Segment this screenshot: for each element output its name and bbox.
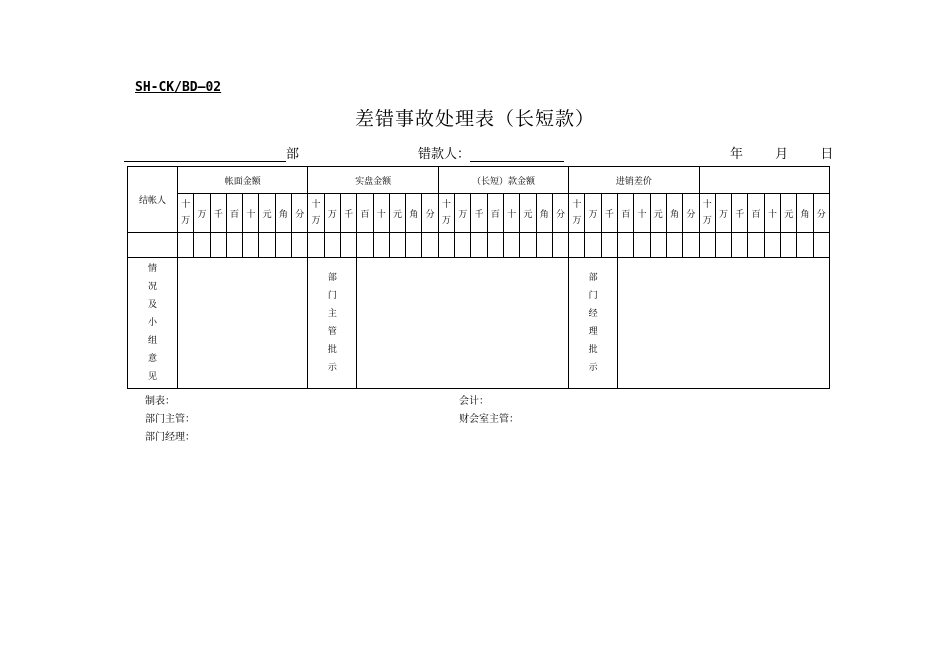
amount-digit-cell[interactable]: [732, 233, 748, 258]
amount-digit-cell[interactable]: [406, 233, 422, 258]
unit-header-cell: 角: [275, 194, 291, 233]
amount-digit-cell[interactable]: [520, 233, 536, 258]
form-table: [127, 166, 830, 389]
actual-amount-header: 实盘金额: [308, 167, 438, 194]
unit-header-cell: 万: [585, 194, 601, 233]
unit-header-cell: 千: [471, 194, 487, 233]
unit-header-cell: 元: [781, 194, 797, 233]
amount-digit-cell[interactable]: [666, 233, 682, 258]
amount-digit-cell[interactable]: [585, 233, 601, 258]
unit-header-cell: 十 万: [699, 194, 715, 233]
unit-header-cell: 元: [650, 194, 666, 233]
amount-digit-cell[interactable]: [357, 233, 373, 258]
dept-manager-label-cell: [569, 258, 618, 389]
unit-header-cell: 百: [748, 194, 764, 233]
amount-digit-cell[interactable]: [292, 233, 308, 258]
amount-digit-cell[interactable]: [601, 233, 617, 258]
blank-group-header: [699, 167, 829, 194]
amount-digit-cell[interactable]: [340, 233, 356, 258]
amount-digit-cell[interactable]: [634, 233, 650, 258]
unit-header-cell: 分: [813, 194, 829, 233]
footer-dept-head: 部门主管：: [145, 414, 195, 425]
unit-header-cell: 分: [292, 194, 308, 233]
unit-header-cell: 分: [552, 194, 568, 233]
opinion-label-cell: [128, 258, 178, 389]
footer-finance-head: 财会室主管：: [459, 414, 519, 425]
dept-head-label: 部 门 主 管 批 示: [327, 273, 337, 373]
unit-header-cell: 十: [764, 194, 780, 233]
unit-header-cell: 元: [389, 194, 405, 233]
document-code: SH-CK/BD—02: [135, 80, 222, 95]
date-field: [730, 143, 833, 162]
amount-digit-cell[interactable]: [438, 233, 454, 258]
amount-digit-cell[interactable]: [471, 233, 487, 258]
unit-header-cell: 元: [259, 194, 275, 233]
unit-header-cell: 十: [503, 194, 519, 233]
unit-header-cell: 角: [666, 194, 682, 233]
amount-digit-cell[interactable]: [389, 233, 405, 258]
amount-digit-cell[interactable]: [764, 233, 780, 258]
department-field: [124, 143, 299, 162]
book-amount-header: 帐面金额: [178, 167, 308, 194]
amount-digit-cell[interactable]: [275, 233, 291, 258]
dept-head-cell[interactable]: [357, 258, 569, 389]
dept-manager-label: 部 门 经 理 批 示: [588, 273, 598, 373]
dept-head-label-cell: [308, 258, 357, 389]
amount-digit-cell[interactable]: [569, 233, 585, 258]
date-year: 年: [730, 147, 744, 162]
department-suffix: 部: [286, 147, 300, 162]
unit-header-cell: 百: [357, 194, 373, 233]
unit-header-cell: 万: [455, 194, 471, 233]
error-person-blank[interactable]: [470, 147, 564, 162]
unit-header-cell: 万: [194, 194, 210, 233]
amount-digit-cell[interactable]: [422, 233, 438, 258]
over-short-amount-header: （长短）款金额: [438, 167, 568, 194]
entry-row: [128, 233, 830, 258]
amount-digit-cell[interactable]: [781, 233, 797, 258]
amount-digit-cell[interactable]: [813, 233, 829, 258]
amount-digit-cell[interactable]: [259, 233, 275, 258]
error-person-label: 错款人：: [418, 147, 471, 162]
amount-digit-cell[interactable]: [194, 233, 210, 258]
unit-header-cell: 十 万: [569, 194, 585, 233]
group-header-row: [128, 167, 830, 194]
settle-person-cell[interactable]: [128, 233, 178, 258]
unit-header-cell: 角: [797, 194, 813, 233]
unit-header-cell: 分: [683, 194, 699, 233]
amount-digit-cell[interactable]: [748, 233, 764, 258]
dept-manager-cell[interactable]: [618, 258, 830, 389]
amount-digit-cell[interactable]: [650, 233, 666, 258]
unit-header-cell: 分: [422, 194, 438, 233]
price-difference-header: 进销差价: [569, 167, 699, 194]
amount-digit-cell[interactable]: [487, 233, 503, 258]
unit-header-cell: 千: [210, 194, 226, 233]
amount-digit-cell[interactable]: [210, 233, 226, 258]
settle-person-header: 结帐人: [128, 167, 178, 233]
opinion-row: [128, 258, 830, 389]
unit-header-row: [128, 194, 830, 233]
unit-header-cell: 十 万: [438, 194, 454, 233]
unit-header-cell: 角: [536, 194, 552, 233]
unit-header-cell: 千: [732, 194, 748, 233]
date-month: 月: [775, 147, 789, 162]
date-day: 日: [820, 147, 834, 162]
amount-digit-cell[interactable]: [243, 233, 259, 258]
unit-header-cell: 千: [340, 194, 356, 233]
unit-header-cell: 百: [487, 194, 503, 233]
amount-digit-cell[interactable]: [797, 233, 813, 258]
amount-digit-cell[interactable]: [618, 233, 634, 258]
unit-header-cell: 角: [406, 194, 422, 233]
amount-digit-cell[interactable]: [699, 233, 715, 258]
amount-digit-cell[interactable]: [715, 233, 731, 258]
unit-header-cell: 十: [373, 194, 389, 233]
unit-header-cell: 百: [226, 194, 242, 233]
unit-header-cell: 十: [634, 194, 650, 233]
unit-header-cell: 元: [520, 194, 536, 233]
opinion-label: 情 况 及 小 组 意 见: [147, 264, 157, 382]
unit-header-cell: 十 万: [178, 194, 194, 233]
amount-digit-cell[interactable]: [503, 233, 519, 258]
department-blank[interactable]: [124, 147, 286, 162]
page-title: 差错事故处理表（长短款）: [354, 108, 595, 130]
error-person-field: [418, 143, 564, 162]
footer-maker: 制表：: [145, 396, 175, 407]
unit-header-cell: 千: [601, 194, 617, 233]
amount-digit-cell[interactable]: [324, 233, 340, 258]
amount-digit-cell[interactable]: [455, 233, 471, 258]
unit-header-cell: 万: [324, 194, 340, 233]
amount-digit-cell[interactable]: [536, 233, 552, 258]
amount-digit-cell[interactable]: [683, 233, 699, 258]
amount-digit-cell[interactable]: [373, 233, 389, 258]
opinion-cell[interactable]: [178, 258, 308, 389]
amount-digit-cell[interactable]: [308, 233, 324, 258]
unit-header-cell: 十: [243, 194, 259, 233]
amount-digit-cell[interactable]: [552, 233, 568, 258]
unit-header-cell: 万: [715, 194, 731, 233]
amount-digit-cell[interactable]: [178, 233, 194, 258]
footer-accountant: 会计：: [459, 396, 489, 407]
unit-header-cell: 百: [618, 194, 634, 233]
footer-dept-manager: 部门经理：: [145, 432, 195, 443]
unit-header-cell: 十 万: [308, 194, 324, 233]
amount-digit-cell[interactable]: [226, 233, 242, 258]
